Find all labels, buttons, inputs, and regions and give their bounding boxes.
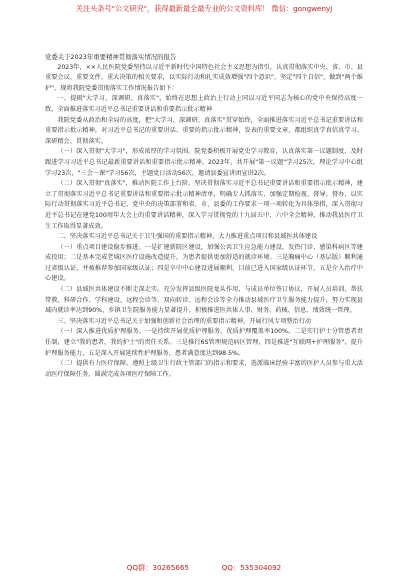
paragraph: 一、提振"大学习、深调研、真落实"，始终在思想上政治上行动上同以习近平同志为核心的党中央保持高度一致，全面推进落实习近平总书记重要讲话和重要指示批示精神 [45, 95, 363, 113]
top-banner: 关注头条号"公文研究"，获得最新最全最专业的公文资料库！ 微信：gongwenyj [75, 4, 333, 13]
document-body [45, 52, 363, 380]
document-title: 党委关于2023年重要精神贯彻落实情况的报告 [45, 53, 177, 61]
paragraph: 2023年，××人民医院党委坚持以习近平新时代中国特色社会主义思想为指引，认真贯彻落实中央、省、市、县重要会议、重要文件、重大决策的相关要求，以实际行动和扎实成效增强"四个意识"、坚定"四个自信"、做到"两个维护"，现将我院党委贯彻落实工作情况报告如下： [45, 63, 363, 92]
paragraph: 三、坚决落实习近平总书记关于加强和创新社会治理的重要指示精神，开展行风专项整治行动 [57, 317, 312, 325]
paragraph: 我院党委从政治和全局的高度，把"大学习、深调研、真落实"贯穿始终，全面推进落实习近平总书记重要讲话和重要指示批示精神，对习近平总书记的重要讲话、重要的指示批示精神，发表的重要文章，都组织真学真信真学习、深研精会、贯彻落实。 [45, 116, 363, 145]
paragraph: （二）提供有力医疗保障。遵照上级卫生行政主管部门的指示和要求，选派临床经验丰富的医护人员参与重大活动医疗保障任务，圆满完成各项医疗保障工作。 [45, 360, 363, 378]
footer-contact [0, 563, 408, 573]
footer-qq: QQ：535304092 [221, 563, 282, 572]
paragraph: （二）县域医共体建设不断走深走实。充分发挥县级医院龙头作用，与成员单位签订协议，开展人员培训、帮扶带教、科研合作、学科建设、远程会诊等，双向转诊、远程会诊等全力推动县域医疗卫生服务能力提升，努力实现县域内就诊率达到90%，乡镇卫生院服务能力显著提升，积极推进医共体人事、财务、药械、信息、绩效统一管理。 [45, 286, 363, 315]
paragraph: （一）深入贯彻"大学习"，形成浓厚的学习氛围。院党委积极开展党史学习教育，认真落实第一议题制度，及时跟进学习习近平总书记最新重要讲话和重要指示批示精神。2023年，共开展"第一议题"学习25次，理论学习中心组学习23次，"三会一课"学习56次，主题党日活动56次，邀请县委宣讲团宣讲2次。 [45, 148, 363, 177]
footer-qq-group: QQ群：30265665 [126, 563, 189, 572]
paragraph: （二）深入贯彻"真落实"，推动医院工作上台阶。坚决贯彻落实习近平总书记重要讲话和重要指示批示精神，建立了贯彻落实习近平总书记重要讲话和重要指示批示精神清单，明确专人抓落实，加强定期检视、督导、督办，以实际行动贯彻落实习近平总书记、党中央的决策部署和省、市、县委的工作要求一项一项转化为具体举措，深入贯彻习近平总书记在建党100周年大会上的重要讲话精神，深入学习贯彻党的十九届五中、六中全会精神，推动我县医疗卫生工作取得显著成效。 [45, 180, 363, 230]
paragraph: （一）深入推进优质护理服务。一是持续开展优质护理服务，优质护理覆盖率100%。二是实行护士分管患者责任制，建立"我的患者，我的护士"的责任关系。三是推行6S管理规范病区管理，四是推进"互联网+护理服务"，提升护理服务能力，五是深入开展延续性护理服务，患者满意度达到98.5%。 [45, 328, 363, 357]
paragraph: 二、坚决落实习近平总书记关于卫生强国的重要指示精神，大力推进重点项目和县域医共体建设 [57, 233, 318, 241]
paragraph: （一）重点项目建设稳步推进。一是扩建新院区建设，加强公共卫生应急能力建设，发热门诊、感染科病区等建成投用；二是基本完成老城区医疗设施改造提升，为患者提供更加舒适的就诊环境。三是胸痛中心（基层版）顺利通过省级认证，并被推荐参加国家级认证；四是卒中中心建设进展顺利，目前已进入国家级认证环节，五是介入治疗中心建设。 [45, 243, 363, 283]
